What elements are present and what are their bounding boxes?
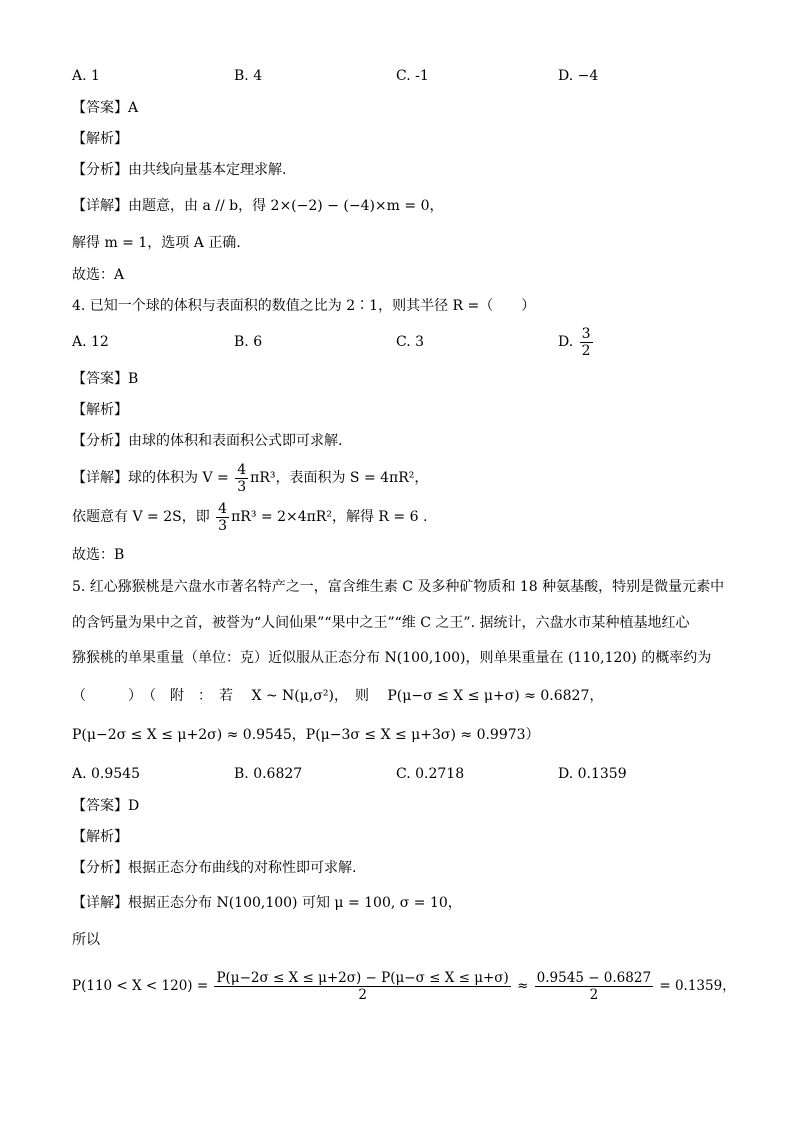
q4-xiangjie <box>72 458 428 498</box>
q3-choose: 故选：A <box>72 267 125 283</box>
q4-option-d-denominator: 2 <box>581 342 591 359</box>
q5-option-a: A. 0.9545 <box>72 766 140 782</box>
q5-xiangjie: 【详解】根据正态分布 N(100,100) 可知 μ = 100, σ = 10， <box>72 895 462 911</box>
q5-stem-line5: P(μ−2σ ≤ X ≤ μ+2σ) ≈ 0.9545，P(μ−3σ ≤ X ≤ μ+3σ) ≈ 0.9973） <box>72 727 540 743</box>
q4-xiangjie-numerator: 4 <box>237 461 247 478</box>
q3-fenxi: 【分析】由共线向量基本定理求解. <box>72 162 287 178</box>
q4-answer: 【答案】B <box>72 371 139 387</box>
q3-option-c: C. -1 <box>396 68 429 84</box>
q5-suoyi: 所以 <box>72 932 100 948</box>
q4-option-d-numerator: 3 <box>581 325 591 342</box>
q5-final-numerator-2: 0.9545 − 0.6827 <box>536 970 652 986</box>
q5-fenxi: 【分析】根据正态分布曲线的对称性即可求解. <box>72 860 357 876</box>
q4-xiangjie-denominator: 3 <box>237 478 247 495</box>
q5-final-denominator-2: 2 <box>589 987 599 1003</box>
q4-yiti-fraction <box>216 501 229 534</box>
q3-xiangjie: 【详解】由题意，由 a // b，得 2×(−2) − (−4)×m = 0， <box>72 198 444 214</box>
q5-option-b: B. 0.6827 <box>234 766 303 782</box>
q3-option-d: D. −4 <box>558 68 599 84</box>
q5-stem-line3: 猕猴桃的单果重量（单位：克）近似服从正态分布 N(100,100)，则单果重量在 (110,120) 的概率约为 <box>72 650 712 666</box>
q4-yiti-numerator: 4 <box>218 500 228 517</box>
q5-option-d: D. 0.1359 <box>558 766 627 782</box>
q5-final-fraction-2 <box>535 970 653 1003</box>
q4-option-d-label: D. <box>558 334 574 350</box>
q3-solve: 解得 m = 1，选项 A 正确. <box>72 235 241 251</box>
q4-xiangjie-fraction <box>235 462 248 495</box>
q4-yiti-denominator: 3 <box>218 517 228 534</box>
q5-final-fraction-1 <box>214 970 510 1003</box>
q5-stem-line1: 5. 红心猕猴桃是六盘水市著名特产之一，富含维生素 C 及多种矿物质和 18 种氨基酸，特别是微量元素中 <box>72 579 725 595</box>
q4-stem: 4. 已知一个球的体积与表面积的数值之比为 2∶1，则其半径 R =（ ） <box>72 298 536 314</box>
q4-xiangjie-part1: 【详解】球的体积为 V = <box>72 470 229 486</box>
q4-yiti <box>72 497 427 537</box>
q4-option-c: C. 3 <box>396 334 425 350</box>
q4-option-d-fraction <box>580 326 593 359</box>
q5-final-approx: ≈ <box>517 978 529 994</box>
q5-answer: 【答案】D <box>72 798 140 814</box>
q4-analysis-label: 【解析】 <box>72 402 128 418</box>
q5-final-equation <box>72 966 736 1006</box>
q3-analysis-label: 【解析】 <box>72 131 128 147</box>
q4-xiangjie-part2: πR³，表面积为 S = 4πR²， <box>250 470 429 486</box>
q4-choose: 故选：B <box>72 547 125 563</box>
q5-stem-line4: （ ） （ 附 ： 若 X ~ N(μ,σ²)， 则 P(μ−σ ≤ X ≤ μ+σ) ≈ 0.6827， <box>72 688 604 704</box>
q4-yiti-part1: 依题意有 V = 2S，即 <box>72 509 210 525</box>
q3-option-a: A. 1 <box>72 68 100 84</box>
q5-option-c: C. 0.2718 <box>396 766 465 782</box>
q5-final-denominator-1: 2 <box>358 987 367 1003</box>
q5-analysis-label: 【解析】 <box>72 829 128 845</box>
q5-stem-line2: 的含钙量为果中之首，被誉为“人间仙果”“果中之王”“维 C 之王”. 据统计，六盘水市某种植基地红心 <box>72 615 690 631</box>
q3-answer: 【答案】A <box>72 100 139 116</box>
q5-final-lhs: P(110 < X < 120) = <box>72 978 209 994</box>
q5-final-numerator-1: P(μ−2σ ≤ X ≤ μ+2σ) − P(μ−σ ≤ X ≤ μ+σ) <box>216 970 509 986</box>
q4-fenxi: 【分析】由球的体积和表面积公式即可求解. <box>72 433 343 449</box>
q4-yiti-part2: πR³ = 2×4πR²，解得 R = 6 . <box>231 509 428 525</box>
q3-option-b: B. 4 <box>234 68 263 84</box>
q4-option-d <box>558 322 595 362</box>
q5-final-result: = 0.1359， <box>659 978 736 994</box>
q4-option-a: A. 12 <box>72 334 109 350</box>
q4-option-b: B. 6 <box>234 334 263 350</box>
